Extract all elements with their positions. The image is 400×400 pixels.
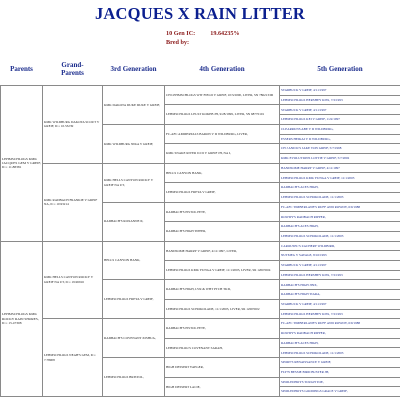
pedigree-row bbox=[1, 241, 400, 251]
parent-cell: LEHMSCHLOGS KMK JACQUES GEM V GREIF, IC= 11.88381 bbox=[1, 86, 43, 242]
gen4-cell: RADBACH'S PISTOL PETE, bbox=[165, 319, 280, 338]
gen5-cell: CH J AND K'S JAKE VON GREIF, 5/7/1998 bbox=[280, 144, 400, 154]
gen5-cell: STARBUCK V GREIF, 4/11/1997 bbox=[280, 260, 400, 270]
gen5-cell: STARBUCK V GREIF, 4/11/1997 bbox=[280, 105, 400, 115]
gen5-cell: LEHMSCHLOGS HERSHEY KISS, 7/2/1993 bbox=[280, 309, 400, 319]
gen4-cell: RADBACH'S HIGH TIPPER, bbox=[165, 222, 280, 241]
pedigree-table bbox=[0, 51, 400, 397]
gen4-cell: HIGH DESSERT LACIE, bbox=[165, 377, 280, 396]
gen5-cell: CAROUSEL'S ZACHERY WILDBIRD, bbox=[280, 241, 400, 251]
gen3-cell: KMK DAKOTA DUKE DUKE V GREIF, bbox=[103, 86, 165, 125]
gen4-cell: RADBACH'S PISTOL PETE, bbox=[165, 202, 280, 221]
header-parents: Parents bbox=[1, 52, 43, 86]
gen5-cell: SPOILEDHOYS TOUGH TOE, bbox=[280, 377, 400, 387]
gen5-cell: HANDSOME HARRY V GREIF, 4/11/1997 bbox=[280, 163, 400, 173]
gen3-cell: RADBACH'S ROXANNE II, bbox=[103, 202, 165, 241]
gen5-cell: FLY'N BESSIE BIRD BUSTER JH, bbox=[280, 367, 400, 377]
grandparent-cell: KMK WILDBURG DAKOTA SCOUT V GREIF, IC= 10.53239 bbox=[43, 86, 103, 164]
gen5-cell: LEHMSCHLOGS SCHOKOLADE, 11/1/2003 bbox=[280, 192, 400, 202]
gen5-cell: KMK EVOLUTIONS LOTTIE V GREIF, 5/7/2002 bbox=[280, 154, 400, 164]
gen3-cell: RADBACH'S COVENANT JOSHUA, bbox=[103, 319, 165, 358]
gen5-cell: LEHMSCHLOGS HERSHEY KISS, 7/2/1993 bbox=[280, 270, 400, 280]
gen5-cell: CLEARRUNS ABE V D WILDBURG, bbox=[280, 124, 400, 134]
header-4th-generation: 4th Generation bbox=[165, 52, 280, 86]
grandparent-cell: KMK RADBACH FRANKIE V GREIF NA, IC= 10.93214 bbox=[43, 163, 103, 241]
coi-value: 19.64235% bbox=[210, 30, 240, 37]
gen5-cell: FC-AFC TIMBERLANE'S RUFF AND ROWDY, 6/9/1988 bbox=[280, 319, 400, 329]
gen5-cell: LEHMSCHLOGS KMK YUNGA V GREIF, 11/1/2003 bbox=[280, 173, 400, 183]
gen5-cell: FC-AFC TIMBERLANE'S RUFF AND ROWDY, 6/9/1988 bbox=[280, 202, 400, 212]
gen5-cell: NUTMEG V SAVAGE, 8/16/1993 bbox=[280, 251, 400, 261]
gen4-cell: FC-AFC AMMERTALS BARON V D WILDBURG, LIVER, bbox=[165, 124, 280, 143]
gen3-cell: KMK HELLS CANYON ROCKY V GREIF NA UT, bbox=[103, 163, 165, 202]
gen5-cell: LEHMSCHLOGS HERSHEY KISS, 7/2/1993 bbox=[280, 95, 400, 105]
gen4-cell: RADBACH'S HIGH, LVR & WHT PTCH TKD, bbox=[165, 280, 280, 299]
gen5-cell: SPOILEDHOYS GOODINGS GRACE V GREIF, bbox=[280, 387, 400, 397]
gen5-cell: RADBACH'S ACES HIGH, bbox=[280, 222, 400, 232]
gen4-cell: HANDSOME HARRY V GREIF, 4/11/1997, LIVER, bbox=[165, 241, 280, 260]
gen4-cell: LEHMSCHLOG'S COVENANT SARAH, bbox=[165, 338, 280, 357]
coi-label: 10 Gen IC: bbox=[166, 30, 196, 37]
gen5-cell: LEHMSCHLOGS SCHOKOLADE, 11/1/2003 bbox=[280, 348, 400, 358]
page-title: JACQUES X RAIN LITTER bbox=[94, 4, 306, 23]
header-grandparents: Grand- Parents bbox=[43, 52, 103, 86]
gen5-cell: ROWDY'S RADBACH RIPPER, bbox=[280, 328, 400, 338]
gen5-cell: ESSERS HEIKAI V D WILDBURG, bbox=[280, 134, 400, 144]
gen5-cell: LEHMSCHLOGS KEI V GREIF, 1/22/1997 bbox=[280, 115, 400, 125]
gen4-cell: HIGH DESSERT YAEGER, bbox=[165, 358, 280, 377]
gen4-cell: HELLS CANYON HANK, bbox=[165, 163, 280, 182]
gen4-cell: CH LEHMSCHLOGS WIT FIELD V GREIF, 10/3/2000, LIVER, SN 786213/06 bbox=[165, 86, 280, 105]
pedigree-row bbox=[1, 86, 400, 96]
gen3-cell: LEHMSCHLOGS BRISTOL, bbox=[103, 358, 165, 397]
header-5th-generation: 5th Generation bbox=[280, 52, 400, 86]
grandparent-cell: LEHMSCHLOGS NEAH'S GEM, IC= 7.78908 bbox=[43, 319, 103, 397]
bred-by-label: Bred by: bbox=[166, 38, 190, 46]
gen3-cell: KMK WILDBURG NIKA V GREIF, bbox=[103, 124, 165, 163]
gen5-cell: RADBACH'S ACES HIGH, bbox=[280, 338, 400, 348]
gen5-cell: RADBACH'S ACES HIGH, bbox=[280, 183, 400, 193]
grandparent-cell: KMK HELLS CANYON ROCKY V GREIF NA UT, IC= 19.96916 bbox=[43, 241, 103, 319]
gen5-cell: RADBACH'S HIGH TIARA, bbox=[280, 290, 400, 300]
gen5-cell: STARBUCK V GREIF, 4/11/1997 bbox=[280, 86, 400, 96]
gen4-cell: LEHMSCHLOGS FREYA V GREIF, bbox=[165, 183, 280, 202]
gen4-cell: LEHMSCHLOGS KMK YUNGA V GREIF, 11/1/2003, LIVER, SR 12003504 bbox=[165, 260, 280, 279]
gen5-cell: RADBACH'S HIGH JINX, bbox=[280, 280, 400, 290]
gen3-cell: LEHMSCHLOGS FREYA V GREIF, bbox=[103, 280, 165, 319]
inbreeding-coefficient bbox=[166, 30, 240, 47]
gen3-cell: HELLS CANYON HANK, bbox=[103, 241, 165, 280]
parent-cell: LEHMSCHLOGS KMK ROCKY RAIN SHORES, IC= 15.47308 bbox=[1, 241, 43, 397]
gen5-cell: SPORT'S RENAISSANCE V GREIF, bbox=[280, 358, 400, 368]
gen5-cell: ROWDY'S RADBACH RIPPER, bbox=[280, 212, 400, 222]
gen5-cell: LEHMSCHLOGS SCHOKOLADE, 11/1/2003 bbox=[280, 231, 400, 241]
header-3rd-generation: 3rd Generation bbox=[103, 52, 165, 86]
gen4-cell: LEHMSCHLOGS SCHOKOLADE, 11/1/2003, LIVER, SR 12003502 bbox=[165, 299, 280, 318]
pedigree-row bbox=[1, 319, 400, 329]
gen4-cell: KMK SNAKE RIVER JO D V GREIF JH, NA I, bbox=[165, 144, 280, 163]
gen5-cell: STARBUCK V GREIF, 4/11/1997 bbox=[280, 299, 400, 309]
pedigree-row bbox=[1, 163, 400, 173]
gen4-cell: LEHMSCHLOGS LEULT KOKEB JH, 9/28/1999, LIVER, SN 68770101 bbox=[165, 105, 280, 124]
